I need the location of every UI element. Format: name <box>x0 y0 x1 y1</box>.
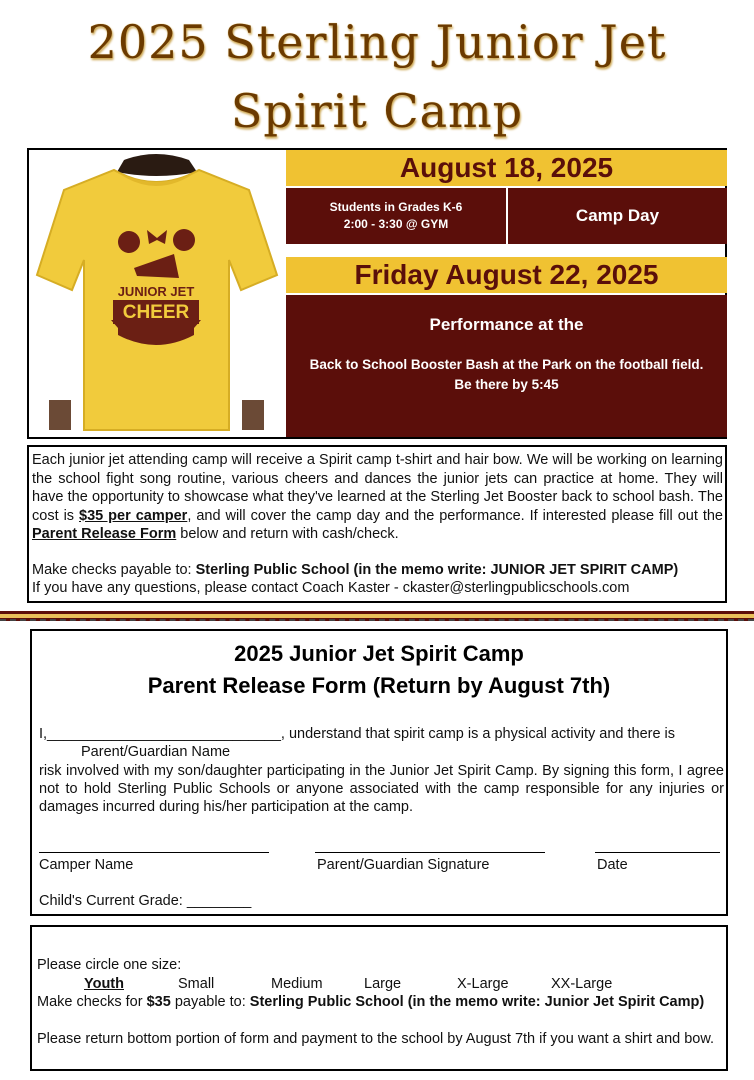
page-title-line-2: Spirit Camp <box>230 84 524 138</box>
date-label: Date <box>597 857 628 873</box>
shirt-text-1: JUNIOR JET <box>117 284 195 299</box>
info-paragraph <box>27 445 727 603</box>
event2-detail-block <box>286 355 727 395</box>
info-text-c: below and return with cash/check. <box>176 526 399 542</box>
info-text-a: Each junior jet attending camp will receive a Spirit camp t-shirt and hair bow. We will be working on learning the school fight song routine, various cheers and dances the junior jets can practice at home. They will have the opportunity to showcase what they've learned at the Sterling Jet Booster back to school bash. The cost is <box>32 452 723 524</box>
tshirt-image <box>29 150 284 437</box>
shirt-text-2: CHEER <box>122 302 190 323</box>
info-text-b: , and will cover the camp day and the performance. If interested please fill out the <box>187 507 723 524</box>
checks-label: Make checks payable to: <box>32 561 196 578</box>
size-checks-label: Make checks for <box>37 994 147 1010</box>
cut-line <box>0 619 754 621</box>
event2-heading: Performance at the <box>429 315 584 334</box>
risk-statement: risk involved with my son/daughter participating in the Junior Jet Spirit Camp. By signing this form, I agree not to hold Sterling Public Schools or anyone associated with the camp responsible for any injuries or damages incurred during his/her participation at the camp. <box>39 763 724 815</box>
guardian-name-label: Parent/Guardian Name <box>81 744 231 760</box>
size-group: Youth <box>84 976 124 992</box>
event2-detail: Back to School Booster Bash at the Park on the football field. <box>309 357 704 372</box>
grade-field[interactable]: Child's Current Grade: ________ <box>39 893 252 909</box>
size-payable: payable to: <box>170 994 250 1010</box>
event1-time: 2:00 - 3:30 @ GYM <box>343 217 449 231</box>
page-title-line-1: 2025 Sterling Junior Jet <box>87 15 667 69</box>
checks-line <box>32 561 723 580</box>
size-prompt: Please circle one size: <box>37 957 182 973</box>
event1-label: Camp Day <box>508 188 727 244</box>
signature-line[interactable] <box>315 852 545 853</box>
return-note: Please return bottom portion of form and payment to the school by August 7th if you want a shirt and bow. <box>37 1031 715 1047</box>
event2-arrive: Be there by 5:45 <box>454 377 559 392</box>
size-amount: $35 <box>146 994 171 1010</box>
event1-date: August 18, 2025 <box>286 150 727 186</box>
event1-who: Students in Grades K-6 <box>329 200 463 214</box>
size-small[interactable]: Small <box>178 976 215 992</box>
size-large[interactable]: Large <box>364 976 402 992</box>
camper-name-line[interactable] <box>39 852 269 853</box>
release-form-link: Parent Release Form <box>32 526 177 542</box>
tshirt-photo <box>29 150 284 437</box>
size-payee: Sterling Public School (in the memo write: Junior Jet Spirit Camp) <box>249 994 705 1010</box>
release-form <box>30 629 728 916</box>
checks-payee: Sterling Public School (in the memo write: JUNIOR JET SPIRIT CAMP) <box>195 561 679 578</box>
size-xlarge[interactable]: X-Large <box>457 976 509 992</box>
size-medium[interactable]: Medium <box>271 976 323 992</box>
event2-details <box>286 295 727 437</box>
size-checks-line <box>37 993 722 1011</box>
date-line[interactable] <box>595 852 720 853</box>
event2-date: Friday August 22, 2025 <box>286 257 727 293</box>
camper-name-label: Camper Name <box>39 857 134 873</box>
size-xxlarge[interactable]: XX-Large <box>551 976 613 992</box>
guardian-name-line[interactable]: I,_____________________________, understand that spirit camp is a physical activity and there is <box>39 726 676 742</box>
signature-label: Parent/Guardian Signature <box>317 857 490 873</box>
info-text <box>32 451 723 544</box>
cost: $35 per camper <box>79 507 188 524</box>
event1-details <box>286 188 506 244</box>
form-title: 2025 Junior Jet Spirit Camp <box>234 641 524 666</box>
size-form <box>30 925 728 1071</box>
form-subtitle: Parent Release Form (Return by August 7th) <box>147 673 611 698</box>
contact-line: If you have any questions, please contact Coach Kaster - ckaster@sterlingpublicschools.com <box>32 580 630 596</box>
